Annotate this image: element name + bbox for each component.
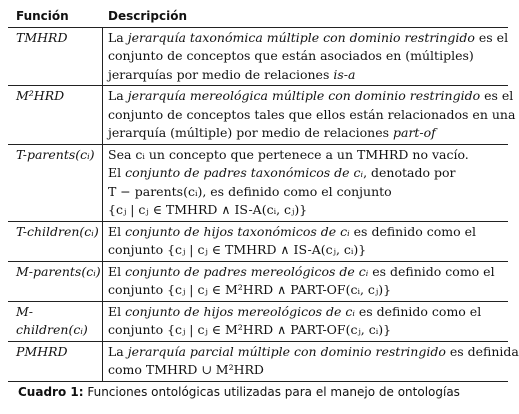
description-line <box>108 29 508 48</box>
table-row <box>8 85 516 144</box>
description-text: es definido como el <box>354 303 482 319</box>
header-funcion: Función <box>16 9 69 23</box>
description-line <box>108 241 508 260</box>
description-text: es el <box>480 88 514 103</box>
function-name: M-children(cᵢ) <box>8 302 103 341</box>
description-text: es definida <box>445 343 519 359</box>
description-text: T − parents(cᵢ), es definido como el conjunto <box>108 183 392 199</box>
function-description <box>103 145 508 221</box>
emphasized-term: is-a <box>333 66 356 82</box>
table-row <box>8 144 508 221</box>
description-line <box>108 106 515 125</box>
description-text: Sea cᵢ un concepto que pertenece a un TMHRD no vacío. <box>108 146 469 162</box>
function-name: T-parents(cᵢ) <box>8 145 103 221</box>
emphasized-term: conjunto de hijos taxonómicos de cᵢ <box>125 223 350 239</box>
description-line <box>108 281 508 300</box>
description-text: conjunto {cⱼ | cⱼ ∈ TMHRD ∧ IS-A(cⱼ, cᵢ)} <box>108 242 367 257</box>
description-text: El <box>108 263 126 279</box>
description-text: La <box>108 29 128 45</box>
table-row <box>8 301 508 341</box>
emphasized-term: jerarquía taxonómica múltiple con dominio restringido <box>127 29 475 45</box>
emphasized-term: jerarquía mereológica múltiple con dominio restringido <box>127 88 481 103</box>
function-name: PMHRD <box>8 342 103 381</box>
description-text: {cⱼ | cⱼ ∈ TMHRD ∧ IS-A(cᵢ, cⱼ)} <box>108 202 308 217</box>
description-line <box>108 47 508 66</box>
table-row <box>8 28 508 86</box>
function-name: TMHRD <box>8 28 103 86</box>
description-line <box>108 361 519 380</box>
description-line <box>108 223 508 242</box>
description-text: es definido como el <box>368 263 495 279</box>
table-caption <box>18 385 460 399</box>
description-line <box>108 124 515 143</box>
emphasized-term: part-of <box>392 125 436 140</box>
function-name: M²HRD <box>8 86 103 144</box>
functions-table <box>8 6 519 382</box>
description-text: conjunto de conceptos tales que ellos están relacionados en una <box>108 106 516 122</box>
caption-text: Funciones ontológicas utilizadas para el manejo de ontologías <box>83 385 460 399</box>
description-text: La <box>108 88 128 103</box>
description-line <box>108 183 508 202</box>
description-line <box>108 303 508 322</box>
emphasized-term: jerarquía parcial múltiple con dominio restringido <box>127 343 446 359</box>
description-line <box>108 66 508 85</box>
function-description <box>103 222 508 261</box>
emphasized-term: conjunto de hijos mereológicos de cᵢ <box>125 303 355 319</box>
function-description <box>103 86 515 144</box>
function-name: M-parents(cᵢ) <box>8 262 103 301</box>
function-description <box>103 262 508 301</box>
description-text: conjunto {cⱼ | cⱼ ∈ M²HRD ∧ PART-OF(cᵢ, cⱼ)} <box>108 282 392 297</box>
table-body <box>8 27 519 382</box>
description-line <box>108 146 508 165</box>
description-text: es el <box>474 29 509 45</box>
description-text: conjunto de conceptos que están asociados en (múltiples) <box>108 48 474 63</box>
emphasized-term: conjunto de padres taxonómicos de cᵢ <box>125 165 364 180</box>
description-text: El <box>108 165 126 180</box>
description-text: El <box>108 303 126 319</box>
table-row <box>8 341 519 382</box>
description-text: , denotado por <box>363 165 456 180</box>
description-line <box>108 263 508 282</box>
emphasized-term: conjunto de padres mereológicos de cᵢ <box>125 263 369 279</box>
description-line <box>108 201 508 220</box>
table-header-row <box>8 6 508 27</box>
function-description <box>103 28 508 86</box>
table-row <box>8 221 508 261</box>
description-text: como TMHRD ∪ M²HRD <box>108 362 264 377</box>
function-name: T-children(cᵢ) <box>8 222 103 261</box>
description-line <box>108 164 508 183</box>
description-text: La <box>108 343 128 359</box>
description-line <box>108 343 519 362</box>
function-description <box>103 342 519 381</box>
description-line <box>108 87 515 106</box>
table-row <box>8 261 508 301</box>
description-text: El <box>108 223 126 239</box>
function-description <box>103 302 508 341</box>
description-text: conjunto {cⱼ | cⱼ ∈ M²HRD ∧ PART-OF(cⱼ, cᵢ)} <box>108 322 392 337</box>
description-text: es definido como el <box>349 223 477 239</box>
description-text: jerarquías por medio de relaciones <box>108 66 334 82</box>
header-descripcion: Descripción <box>108 9 187 23</box>
caption-label: Cuadro 1: <box>18 385 84 399</box>
description-line <box>108 321 508 340</box>
description-text: jerarquía (múltiple) por medio de relaciones <box>108 125 393 140</box>
